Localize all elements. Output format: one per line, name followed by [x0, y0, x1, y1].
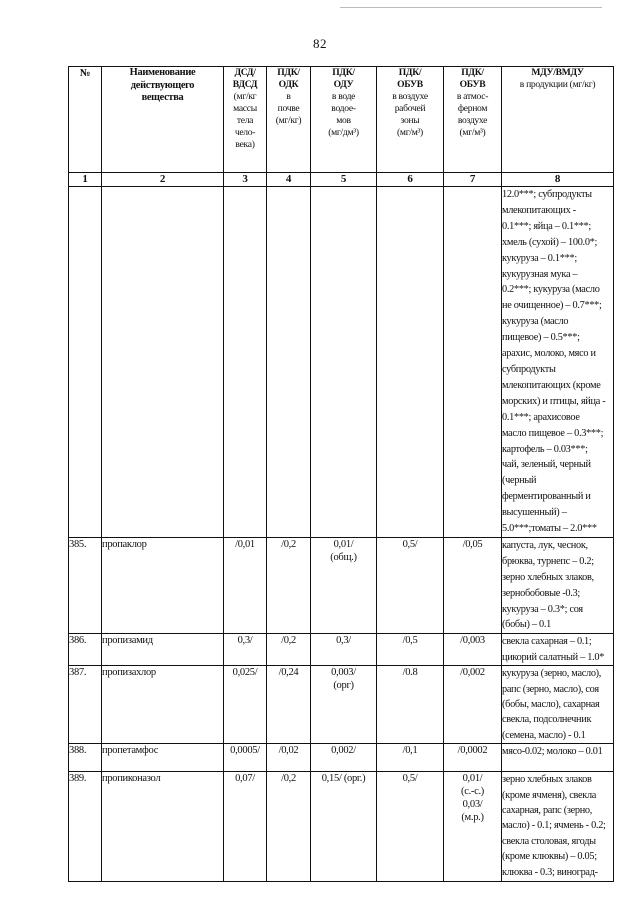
workzone-obuv-value: /0,5 [377, 634, 444, 666]
text-line: (м.р.) [461, 812, 484, 824]
text-line: (орг) [333, 680, 354, 692]
text-line: высушенный) – [502, 507, 567, 519]
mdu-value [502, 537, 614, 633]
dsd-value: 0,0005/ [224, 744, 267, 772]
atmosphere-obuv-value [444, 666, 502, 744]
mdu-value [502, 744, 614, 772]
water-odu-value [311, 537, 377, 633]
header-line: ПДК/ [277, 67, 300, 78]
column-number: 4 [267, 173, 311, 187]
text-line: брюква, турнепс – 0.2; [502, 555, 594, 567]
text-line: масло пищевое – 0.3***; [502, 427, 604, 439]
atmosphere-obuv-value [444, 744, 502, 772]
workzone-obuv-value: /0,1 [377, 744, 444, 772]
text-line: ферментированный и [502, 491, 591, 503]
soil-odk-value: /0,2 [267, 772, 311, 882]
text-line: арахис, молоко, мясо и [502, 348, 596, 360]
text-line: капуста, лук, чеснок, [502, 539, 588, 551]
text-line: (черный [502, 475, 537, 487]
text-line: пищевое) – 0.5***; [502, 332, 580, 344]
header-line: (мг/кг [233, 91, 257, 102]
header-line: в атмос- [456, 91, 489, 102]
header-line: водое- [331, 103, 356, 114]
header-line: массы [233, 103, 257, 114]
header-line: мов [336, 115, 351, 126]
text-line: кукурузная мука – [502, 268, 578, 280]
mdu-value [502, 772, 614, 882]
text-line: Наименование [129, 67, 196, 78]
text-line: млекопитающих - [502, 204, 576, 216]
header-line: в продукции (мг/кг) [519, 79, 596, 90]
text-line: кукуруза – 0.3*; соя [502, 603, 583, 615]
text-line: (кроме клюквы) – 0.05; [502, 851, 597, 863]
header-line: ОДК [278, 79, 299, 90]
header-water-odu [311, 67, 377, 173]
workzone-obuv-value: 0,5/ [377, 772, 444, 882]
text-line: субпродукты [502, 363, 556, 375]
header-line: в воздухе [392, 91, 428, 102]
text-line: 5.0***;томаты – 2.0*** [502, 523, 597, 535]
header-line: (мг/м³) [397, 127, 423, 138]
soil-odk-value: /0,02 [267, 744, 311, 772]
table-row [69, 744, 614, 772]
header-line: в воде [331, 91, 356, 102]
text-line: рапс (зерно, масло), соя [502, 683, 599, 695]
text-line: 0.2***; кукуруза (масло [502, 284, 600, 296]
substance-name: пропизамид [102, 634, 224, 666]
dsd-value: /0,01 [224, 537, 267, 633]
substance-name: пропетамфос [102, 744, 224, 772]
dsd-value: 0,025/ [224, 666, 267, 744]
row-number: 385. [69, 537, 102, 633]
water-odu-value [311, 666, 377, 744]
text-line: сахарная, рапс (зерно, [502, 805, 593, 817]
header-line: ферном [457, 103, 488, 114]
header-workzone-obuv [377, 67, 444, 173]
text-line: 0,3/ [336, 635, 351, 647]
row-number: 388. [69, 744, 102, 772]
text-line: свекла, подсолнечник [502, 714, 592, 726]
text-line: 0,15/ (орг.) [321, 773, 366, 785]
text-line: 0,01/ [333, 538, 354, 550]
text-line: клюква - 0.3; виноград- [502, 866, 598, 878]
text-line: кукуруза – 0.1***; [502, 252, 577, 264]
regulation-table [68, 66, 614, 882]
table-row [69, 537, 614, 633]
text-line: /0,002 [460, 667, 485, 679]
top-rule [340, 7, 602, 8]
header-number: № [69, 67, 102, 173]
text-line: 0,01/ [462, 773, 483, 785]
header-line: ОДУ [333, 79, 354, 90]
text-line: не очищенное) – 0.7***; [502, 300, 602, 312]
text-line: морских) и птицы, яйца - [502, 395, 606, 407]
water-odu-value [311, 772, 377, 882]
text-line: млекопитающих (кроме [502, 379, 601, 391]
page-number: 82 [313, 36, 327, 51]
text-line: /0,0002 [457, 745, 488, 757]
mdu-continuation-cell [502, 187, 614, 538]
workzone-obuv-value: /0.8 [377, 666, 444, 744]
header-line: ПДК/ [461, 67, 484, 78]
text-line: (с.-с.) [461, 786, 484, 798]
substance-name: пропиконазол [102, 772, 224, 882]
column-number: 5 [311, 173, 377, 187]
header-line: чело- [234, 127, 256, 138]
text-line: (кроме ячменя), свекла [502, 789, 597, 801]
text-line: 0,003/ [331, 667, 356, 679]
text-line: картофель – 0.03***; [502, 443, 588, 455]
text-line: зерно хлебных злаков [502, 774, 592, 786]
header-line: (мг/кг) [275, 115, 302, 126]
workzone-obuv-value: 0,5/ [377, 537, 444, 633]
header-line: воздухе [457, 115, 488, 126]
mdu-value [502, 634, 614, 666]
column-number: 6 [377, 173, 444, 187]
row-number: 389. [69, 772, 102, 882]
text-line: (семена, масло) - 0.1 [502, 729, 586, 741]
header-line: рабочей [394, 103, 426, 114]
water-odu-value [311, 744, 377, 772]
text-line: 0,03/ [462, 799, 483, 811]
mdu-value [502, 666, 614, 744]
substance-name: пропизахлор [102, 666, 224, 744]
soil-odk-value: /0,2 [267, 634, 311, 666]
atmosphere-obuv-value [444, 772, 502, 882]
column-number: 7 [444, 173, 502, 187]
row-number: 386. [69, 634, 102, 666]
text-line: /0,05 [462, 538, 483, 550]
atmosphere-obuv-value [444, 537, 502, 633]
text-line: масло) - 0.1; ячмень - 0.2; [502, 820, 606, 832]
header-substance-name [102, 67, 224, 173]
text-line: /0,003 [460, 635, 485, 647]
header-line: МДУ/ВМДУ [531, 67, 584, 78]
header-line: ПДК/ [332, 67, 355, 78]
continuation-row [69, 187, 614, 538]
text-line: (общ.) [330, 551, 357, 563]
table-row [69, 666, 614, 744]
dsd-value: 0,07/ [224, 772, 267, 882]
text-line: чай, зеленый, черный [502, 459, 591, 471]
water-odu-value [311, 634, 377, 666]
text-line: хмель (сухой) – 100.0*; [502, 236, 598, 248]
atmosphere-obuv-value [444, 634, 502, 666]
text-line: 0.1***; арахисовое [502, 411, 580, 423]
header-soil-odk [267, 67, 311, 173]
text-line: мясо-0.02; молоко – 0.01 [502, 746, 603, 758]
text-line: (бобы) – 0.1 [502, 619, 551, 631]
row-number: 387. [69, 666, 102, 744]
column-number: 3 [224, 173, 267, 187]
text-line: цикорий салатный – 1.0* [502, 651, 605, 663]
text-line: зерно хлебных злаков, [502, 571, 594, 583]
text-line: зернобобовые -0.3; [502, 587, 580, 599]
header-line: ОБУВ [459, 79, 486, 90]
header-mdu [502, 67, 614, 173]
soil-odk-value: /0,2 [267, 537, 311, 633]
header-line: ДСД/ [234, 67, 256, 78]
column-numbers-row [69, 173, 614, 187]
header-line: ПДК/ [398, 67, 422, 78]
text-line: 0,002/ [331, 745, 356, 757]
column-number: 2 [102, 173, 224, 187]
text-line: кукуруза (зерно, масло), [502, 668, 602, 680]
header-atmosphere-obuv [444, 67, 502, 173]
text-line: кукуруза (масло [502, 316, 569, 328]
substance-name: пропаклор [102, 537, 224, 633]
text-line: вещества [141, 92, 184, 103]
text-line: 0.1***; яйца – 0.1***; [502, 220, 591, 232]
soil-odk-value: /0,24 [267, 666, 311, 744]
header-line: в [286, 91, 291, 102]
text-line: действующего [130, 79, 195, 91]
column-number: 1 [69, 173, 102, 187]
header-line: (мг/м³) [459, 127, 486, 138]
header-line: зоны [400, 115, 420, 126]
header-line: тела [236, 115, 254, 126]
header-line: почве [277, 103, 300, 114]
header-dsd [224, 67, 267, 173]
dsd-value: 0,3/ [224, 634, 267, 666]
header-line: (мг/дм³) [328, 127, 359, 138]
header-line: ВДСД [232, 79, 258, 90]
table-row [69, 634, 614, 666]
text-line: свекла столовая, ягоды [502, 835, 596, 847]
column-number: 8 [502, 173, 614, 187]
text-line: (бобы, масло), сахарная [502, 699, 600, 710]
text-line: свекла сахарная – 0.1; [502, 636, 592, 648]
header-line: века) [235, 139, 255, 150]
header-line: ОБУВ [397, 79, 423, 90]
table-row [69, 772, 614, 882]
text-line: 12.0***; субпродукты [502, 189, 592, 200]
